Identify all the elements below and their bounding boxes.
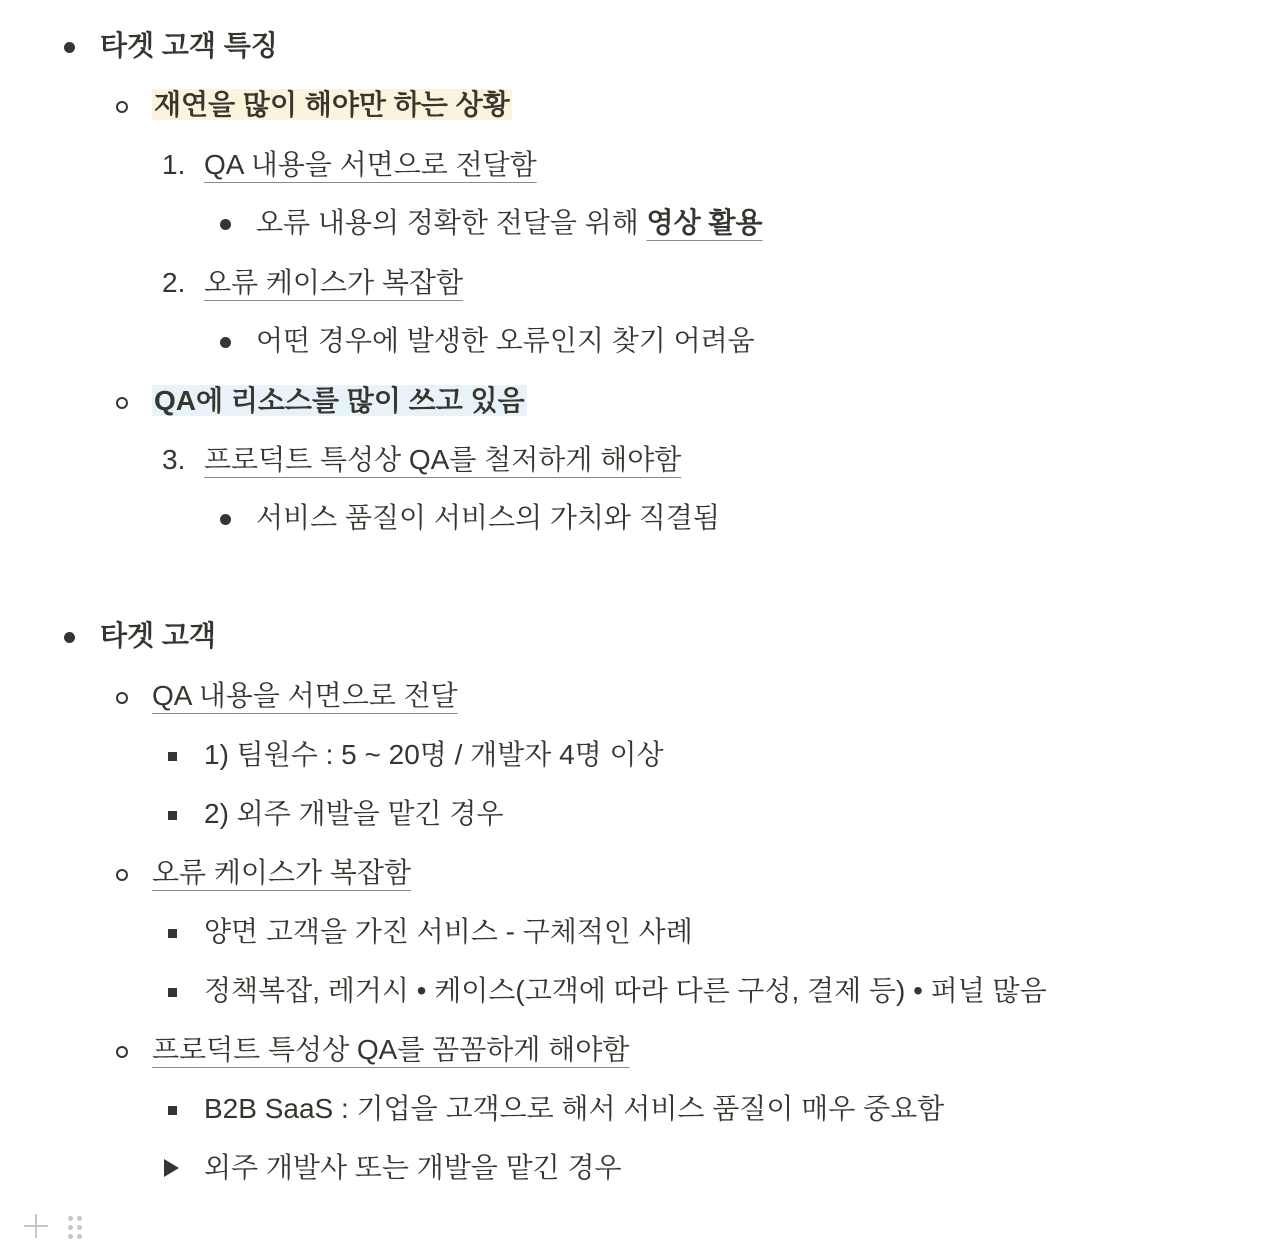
bullet-circle [116, 692, 128, 704]
list-item[interactable] [152, 85, 512, 125]
bullet-circle [116, 1046, 128, 1058]
list-item-text: 타겟 고객 [100, 620, 216, 651]
bullet-square [168, 988, 177, 997]
underlined-text: 프로덕트 특성상 QA를 철저하게 해야함 [204, 444, 682, 475]
list-item[interactable] [256, 203, 763, 243]
list-item[interactable] [256, 321, 755, 361]
list-item[interactable] [204, 263, 463, 303]
list-item-text: 정책복잡, 레거시 • 케이스(고객에 따라 다른 구성, 결제 등) • 퍼널 많음 [204, 975, 1047, 1006]
bullet-disc [64, 632, 75, 643]
bullet-circle [116, 397, 128, 409]
list-item-text: 서비스 품질이 서비스의 가치와 직결됨 [256, 502, 720, 533]
plus-icon[interactable] [22, 1212, 50, 1240]
list-item[interactable] [256, 498, 720, 538]
toggle-item[interactable] [204, 1148, 622, 1188]
list-item[interactable] [204, 440, 681, 480]
bullet-circle [116, 101, 128, 113]
list-item-text: B2B SaaS : 기업을 고객으로 해서 서비스 품질이 매우 중요함 [204, 1093, 945, 1124]
list-number: 3. [162, 444, 186, 475]
bullet-disc [220, 337, 231, 348]
list-item-text: 어떤 경우에 발생한 오류인지 찾기 어려움 [256, 325, 755, 356]
underlined-text: QA 내용을 서면으로 전달함 [204, 149, 537, 180]
list-item[interactable] [204, 912, 693, 952]
list-item-text: 2) 외주 개발을 맡긴 경우 [204, 798, 504, 829]
underlined-text: 오류 케이스가 복잡함 [152, 857, 411, 888]
list-item-text: 양면 고객을 가진 서비스 - 구체적인 사례 [204, 916, 693, 947]
list-item[interactable] [204, 145, 537, 185]
bullet-square [168, 752, 177, 761]
triangle-right-icon[interactable] [164, 1159, 179, 1177]
bullet-circle [116, 869, 128, 881]
list-item[interactable] [204, 1089, 944, 1129]
list-item[interactable] [204, 794, 503, 834]
list-item-text: 외주 개발사 또는 개발을 맡긴 경우 [204, 1152, 622, 1183]
highlighted-text: QA에 리소스를 많이 쓰고 있음 [154, 385, 525, 416]
drag-handle-icon[interactable] [66, 1214, 86, 1240]
emphasis-text: 영상 활용 [646, 207, 763, 238]
bullet-disc [220, 219, 231, 230]
bullet-square [168, 929, 177, 938]
list-item[interactable] [100, 616, 216, 656]
list-item-text: 오류 내용의 정확한 전달을 위해 [256, 207, 647, 238]
bullet-square [168, 1106, 177, 1115]
list-item[interactable] [204, 735, 664, 775]
bullet-disc [220, 514, 231, 525]
list-number: 1. [162, 149, 186, 180]
bullet-square [168, 811, 177, 820]
list-item[interactable] [152, 1030, 629, 1070]
list-item[interactable] [152, 853, 411, 893]
bullet-disc [64, 42, 75, 53]
list-item[interactable] [204, 971, 1047, 1011]
list-number: 2. [162, 267, 186, 298]
list-item-text: 타겟 고객 특징 [100, 30, 278, 61]
list-item[interactable] [100, 26, 278, 66]
highlighted-text: 재연을 많이 해야만 하는 상황 [154, 89, 510, 120]
underlined-text: 오류 케이스가 복잡함 [204, 267, 463, 298]
list-item[interactable] [152, 381, 527, 421]
list-item-text: 1) 팀원수 : 5 ~ 20명 / 개발자 4명 이상 [204, 739, 664, 770]
underlined-text: 프로덕트 특성상 QA를 꼼꼼하게 해야함 [152, 1034, 630, 1065]
underlined-text: QA 내용을 서면으로 전달 [152, 680, 458, 711]
list-item[interactable] [152, 676, 458, 716]
